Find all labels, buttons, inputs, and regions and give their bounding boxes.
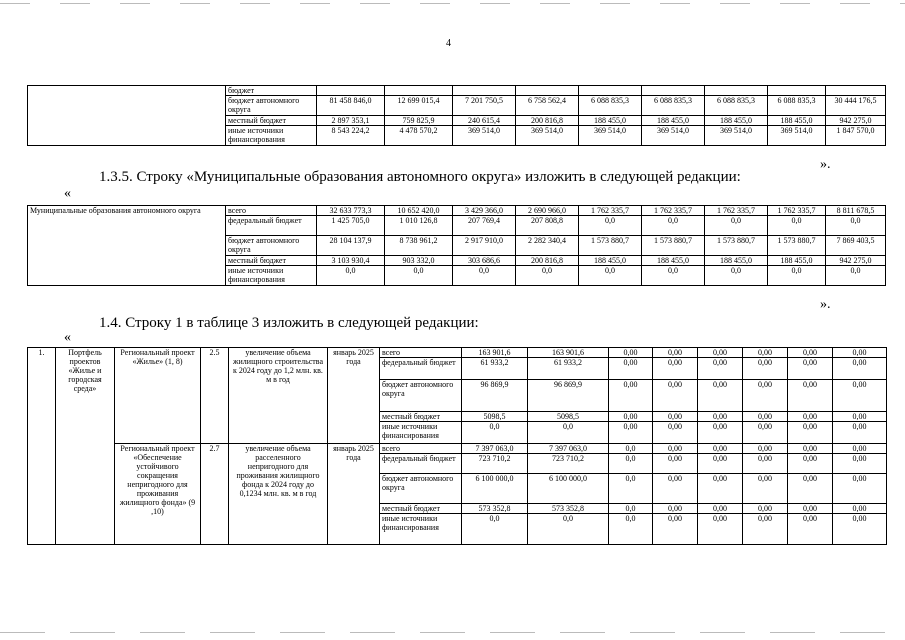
- value-cell: 0,00: [653, 380, 698, 412]
- value-cell: 369 514,0: [642, 126, 705, 146]
- value-cell: 0,00: [743, 380, 788, 412]
- value-cell: 188 455,0: [642, 116, 705, 126]
- value-cell: 81 458 846,0: [317, 96, 385, 116]
- value-cell: 7 397 063,0: [528, 444, 609, 454]
- value-cell: 163 901,6: [528, 348, 609, 358]
- value-cell: 0,0: [705, 266, 768, 286]
- funding-source: всего: [380, 348, 462, 358]
- value-cell: 0,0: [768, 266, 826, 286]
- value-cell: 0,00: [698, 358, 743, 380]
- funding-source: местный бюджет: [226, 256, 317, 266]
- value-cell: 0,0: [462, 422, 528, 444]
- value-cell: 6 100 000,0: [462, 474, 528, 504]
- value-cell: 188 455,0: [705, 116, 768, 126]
- value-cell: 0,00: [788, 348, 833, 358]
- value-cell: 6 758 562,4: [516, 96, 579, 116]
- value-cell: 0,0: [609, 444, 653, 454]
- value-cell: 0,00: [609, 380, 653, 412]
- value-cell: 0,00: [788, 358, 833, 380]
- value-cell: 7 869 403,5: [826, 236, 886, 256]
- value-cell: [317, 86, 385, 96]
- value-cell: [826, 86, 886, 96]
- value-cell: 903 332,0: [385, 256, 453, 266]
- value-cell: 0,00: [833, 348, 887, 358]
- value-cell: 1 762 335,7: [768, 206, 826, 216]
- value-cell: 942 275,0: [826, 256, 886, 266]
- value-cell: 6 088 835,3: [705, 96, 768, 116]
- funding-source: федеральный бюджет: [380, 358, 462, 380]
- value-cell: 5098,5: [528, 412, 609, 422]
- project-name: Региональный проект «Обеспечение устойчивого сокращения непригодного для проживания жилищного фонда» (9 ,10): [115, 444, 201, 545]
- value-cell: 369 514,0: [579, 126, 642, 146]
- open-quote-2: «: [64, 330, 71, 345]
- value-cell: 573 352,8: [528, 504, 609, 514]
- row-name-cell: [28, 86, 226, 146]
- value-cell: 1 573 880,7: [642, 236, 705, 256]
- value-cell: 2 897 353,1: [317, 116, 385, 126]
- value-cell: 0,00: [653, 358, 698, 380]
- value-cell: 8 738 961,2: [385, 236, 453, 256]
- funding-source: федеральный бюджет: [226, 216, 317, 236]
- value-cell: 1 010 126,8: [385, 216, 453, 236]
- value-cell: [705, 86, 768, 96]
- value-cell: 1 573 880,7: [705, 236, 768, 256]
- value-cell: 0,0: [317, 266, 385, 286]
- value-cell: 0,0: [579, 216, 642, 236]
- close-quote-1: ».: [820, 157, 831, 172]
- value-cell: 1 573 880,7: [768, 236, 826, 256]
- value-cell: 30 444 176,5: [826, 96, 886, 116]
- project-period: январь 2025 года: [328, 444, 380, 545]
- value-cell: 200 816,8: [516, 256, 579, 266]
- value-cell: 12 699 015,4: [385, 96, 453, 116]
- portfolio-name: Портфель проектов «Жилье и городская среда»: [56, 348, 115, 545]
- row-number: 1.: [28, 348, 56, 545]
- value-cell: 2 917 910,0: [453, 236, 516, 256]
- value-cell: 0,00: [833, 504, 887, 514]
- table-3-row-1: [27, 347, 887, 545]
- value-cell: [579, 86, 642, 96]
- value-cell: 0,00: [743, 422, 788, 444]
- project-code: 2.7: [201, 444, 229, 545]
- value-cell: 0,00: [743, 444, 788, 454]
- section-1-3-5-text: 1.3.5. Строку «Муниципальные образования автономного округа» изложить в следующей редакции:: [99, 169, 741, 185]
- value-cell: 0,00: [743, 412, 788, 422]
- table-row: [28, 444, 887, 454]
- value-cell: 32 633 773,3: [317, 206, 385, 216]
- value-cell: 1 762 335,7: [642, 206, 705, 216]
- funding-source: бюджет автономного округа: [380, 474, 462, 504]
- value-cell: 96 869,9: [528, 380, 609, 412]
- value-cell: 6 100 000,0: [528, 474, 609, 504]
- value-cell: 0,00: [788, 454, 833, 474]
- value-cell: 0,00: [833, 412, 887, 422]
- value-cell: 0,00: [833, 474, 887, 504]
- value-cell: 0,00: [609, 358, 653, 380]
- value-cell: 369 514,0: [516, 126, 579, 146]
- funding-source: бюджет автономного округа: [226, 236, 317, 256]
- project-result: увеличение объема расселенного непригодного для проживания жилищного фонда к 2024 году до 0,1234 млн. кв. м в год: [229, 444, 328, 545]
- value-cell: 28 104 137,9: [317, 236, 385, 256]
- value-cell: 61 933,2: [462, 358, 528, 380]
- funding-source: иные источники финансирования: [380, 514, 462, 545]
- value-cell: 0,00: [653, 422, 698, 444]
- funding-source: местный бюджет: [380, 412, 462, 422]
- value-cell: 0,00: [788, 380, 833, 412]
- value-cell: 759 825,9: [385, 116, 453, 126]
- value-cell: 2 690 966,0: [516, 206, 579, 216]
- row-name-cell: Муниципальные образования автономного округа: [28, 206, 226, 286]
- value-cell: 1 573 880,7: [579, 236, 642, 256]
- value-cell: 0,0: [642, 266, 705, 286]
- value-cell: 0,00: [788, 514, 833, 545]
- value-cell: 0,00: [833, 454, 887, 474]
- value-cell: 0,00: [833, 444, 887, 454]
- value-cell: 6 088 835,3: [642, 96, 705, 116]
- value-cell: 207 769,4: [453, 216, 516, 236]
- value-cell: 0,00: [609, 422, 653, 444]
- value-cell: 0,00: [698, 444, 743, 454]
- project-name: Региональный проект «Жилье» (1, 8): [115, 348, 201, 444]
- value-cell: 0,0: [642, 216, 705, 236]
- value-cell: 2 282 340,4: [516, 236, 579, 256]
- value-cell: 188 455,0: [579, 256, 642, 266]
- value-cell: 0,00: [743, 348, 788, 358]
- value-cell: 0,00: [743, 454, 788, 474]
- value-cell: 0,0: [705, 216, 768, 236]
- value-cell: 163 901,6: [462, 348, 528, 358]
- funding-source: всего: [380, 444, 462, 454]
- section-1-4-text: 1.4. Строку 1 в таблице 3 изложить в следующей редакции:: [99, 315, 479, 331]
- value-cell: 0,0: [453, 266, 516, 286]
- value-cell: 0,00: [698, 412, 743, 422]
- value-cell: 0,00: [743, 514, 788, 545]
- value-cell: 0,00: [653, 504, 698, 514]
- value-cell: [768, 86, 826, 96]
- funding-source: иные источники финансирования: [226, 266, 317, 286]
- value-cell: [453, 86, 516, 96]
- value-cell: 240 615,4: [453, 116, 516, 126]
- table-row: [28, 86, 886, 96]
- value-cell: 723 710,2: [462, 454, 528, 474]
- value-cell: 188 455,0: [642, 256, 705, 266]
- value-cell: 0,00: [653, 348, 698, 358]
- table-row: [28, 348, 887, 358]
- value-cell: [516, 86, 579, 96]
- value-cell: 0,00: [698, 454, 743, 474]
- close-quote-2: ».: [820, 297, 831, 312]
- funding-source: бюджет автономного округа: [226, 96, 317, 116]
- value-cell: 1 847 570,0: [826, 126, 886, 146]
- value-cell: 0,0: [826, 266, 886, 286]
- value-cell: 0,00: [743, 358, 788, 380]
- value-cell: 0,00: [653, 444, 698, 454]
- value-cell: 7 201 750,5: [453, 96, 516, 116]
- open-quote-1: «: [64, 186, 71, 201]
- value-cell: 5098,5: [462, 412, 528, 422]
- value-cell: 0,0: [609, 474, 653, 504]
- value-cell: 0,00: [788, 422, 833, 444]
- value-cell: 188 455,0: [768, 116, 826, 126]
- value-cell: 207 808,8: [516, 216, 579, 236]
- value-cell: 0,00: [743, 474, 788, 504]
- value-cell: 0,00: [698, 514, 743, 545]
- value-cell: 723 710,2: [528, 454, 609, 474]
- funding-source: иные источники финансирования: [380, 422, 462, 444]
- value-cell: 0,00: [698, 380, 743, 412]
- value-cell: 0,0: [768, 216, 826, 236]
- value-cell: 303 686,6: [453, 256, 516, 266]
- value-cell: 0,0: [528, 422, 609, 444]
- table-municipal-new: [27, 205, 886, 286]
- value-cell: 0,00: [653, 454, 698, 474]
- value-cell: [385, 86, 453, 96]
- value-cell: 0,0: [609, 454, 653, 474]
- value-cell: 369 514,0: [768, 126, 826, 146]
- project-code: 2.5: [201, 348, 229, 444]
- value-cell: 0,00: [698, 422, 743, 444]
- value-cell: 200 816,8: [516, 116, 579, 126]
- value-cell: 188 455,0: [579, 116, 642, 126]
- value-cell: 0,00: [698, 504, 743, 514]
- value-cell: 0,00: [698, 348, 743, 358]
- value-cell: 1 762 335,7: [705, 206, 768, 216]
- value-cell: 188 455,0: [768, 256, 826, 266]
- value-cell: 0,0: [385, 266, 453, 286]
- table-row: [28, 206, 886, 216]
- value-cell: 188 455,0: [705, 256, 768, 266]
- value-cell: 4 478 570,2: [385, 126, 453, 146]
- value-cell: 0,00: [788, 412, 833, 422]
- funding-source: бюджет автономного округа: [380, 380, 462, 412]
- page-number: 4: [446, 38, 451, 49]
- value-cell: 0,0: [609, 504, 653, 514]
- value-cell: [642, 86, 705, 96]
- value-cell: 0,00: [788, 444, 833, 454]
- project-result: увеличение объема жилищного строительства к 2024 году до 1,2 млн. кв. м в год: [229, 348, 328, 444]
- value-cell: 573 352,8: [462, 504, 528, 514]
- value-cell: 0,00: [833, 422, 887, 444]
- funding-source: федеральный бюджет: [380, 454, 462, 474]
- value-cell: 96 869,9: [462, 380, 528, 412]
- value-cell: 0,0: [462, 514, 528, 545]
- value-cell: 942 275,0: [826, 116, 886, 126]
- scan-edge-top: [0, 3, 905, 4]
- value-cell: 6 088 835,3: [579, 96, 642, 116]
- funding-source: бюджет: [226, 86, 317, 96]
- value-cell: 0,00: [698, 474, 743, 504]
- value-cell: 0,00: [788, 474, 833, 504]
- value-cell: 1 425 705,0: [317, 216, 385, 236]
- value-cell: 3 429 366,0: [453, 206, 516, 216]
- value-cell: 0,00: [833, 380, 887, 412]
- value-cell: 0,00: [609, 348, 653, 358]
- funding-source: иные источники финансирования: [226, 126, 317, 146]
- value-cell: 0,00: [833, 358, 887, 380]
- scan-edge-bottom: [0, 632, 905, 633]
- value-cell: 0,00: [788, 504, 833, 514]
- value-cell: 369 514,0: [705, 126, 768, 146]
- value-cell: 10 652 420,0: [385, 206, 453, 216]
- funding-source: местный бюджет: [226, 116, 317, 126]
- value-cell: 7 397 063,0: [462, 444, 528, 454]
- value-cell: 1 762 335,7: [579, 206, 642, 216]
- funding-source: местный бюджет: [380, 504, 462, 514]
- value-cell: 0,00: [609, 412, 653, 422]
- value-cell: 61 933,2: [528, 358, 609, 380]
- value-cell: 0,0: [516, 266, 579, 286]
- value-cell: 8 811 678,5: [826, 206, 886, 216]
- project-period: январь 2025 года: [328, 348, 380, 444]
- value-cell: 369 514,0: [453, 126, 516, 146]
- value-cell: 0,00: [743, 504, 788, 514]
- value-cell: 3 103 930,4: [317, 256, 385, 266]
- value-cell: 0,0: [528, 514, 609, 545]
- value-cell: 6 088 835,3: [768, 96, 826, 116]
- value-cell: 0,0: [826, 216, 886, 236]
- value-cell: 0,00: [653, 514, 698, 545]
- value-cell: 0,0: [609, 514, 653, 545]
- table-municipal-prev: [27, 85, 886, 146]
- value-cell: 0,00: [833, 514, 887, 545]
- value-cell: 0,0: [579, 266, 642, 286]
- funding-source: всего: [226, 206, 317, 216]
- value-cell: 0,00: [653, 412, 698, 422]
- value-cell: 0,00: [653, 474, 698, 504]
- value-cell: 8 543 224,2: [317, 126, 385, 146]
